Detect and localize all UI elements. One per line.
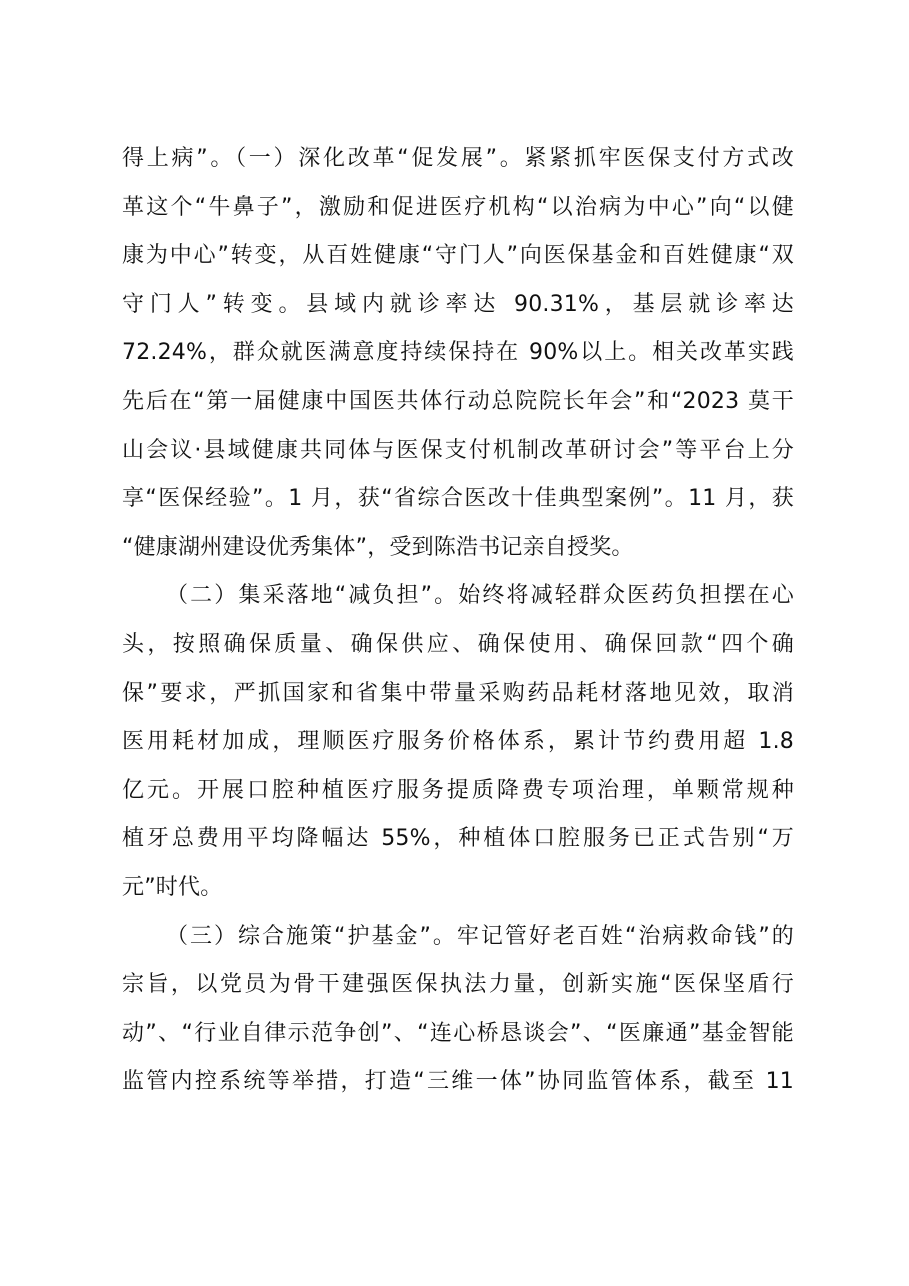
text-line: 宗旨，以党员为骨干建强医保执法力量，创新实施“医保坚盾行 [122, 972, 794, 998]
text-line: “健康湖州建设优秀集体”，受到陈浩书记亲自授奖。 [122, 534, 634, 560]
paragraph-start-line: （二）集采落地“减负担”。始终将减轻群众医药负担摆在心 [166, 583, 794, 609]
text-line: 动”、“行业自律示范争创”、“连心桥恳谈会”、“医廉通”基金智能 [122, 1020, 794, 1046]
text-line: 康为中心”转变，从百姓健康“守门人”向医保基金和百姓健康“双 [122, 243, 794, 269]
text-line: 保”要求，严抓国家和省集中带量采购药品耗材落地见效，取消 [122, 680, 794, 706]
text-line: 先后在“第一届健康中国医共体行动总院院长年会”和“2023 莫干 [122, 388, 794, 414]
text-line: 头，按照确保质量、确保供应、确保使用、确保回款“四个确 [122, 631, 794, 657]
text-line: 亿元。开展口腔种植医疗服务提质降费专项治理，单颗常规种 [122, 777, 794, 803]
text-line: 医用耗材加成，理顺医疗服务价格体系，累计节约费用超 1.8 [122, 729, 794, 755]
paragraph-start-line: （三）综合施策“护基金”。牢记管好老百姓“治病救命钱”的 [166, 923, 794, 949]
text-line: 72.24%，群众就医满意度持续保持在 90%以上。相关改革实践 [122, 340, 794, 366]
text-line: 守门人”转变。县域内就诊率达 90.31%，基层就诊率达 [122, 291, 794, 317]
text-line: 革这个“牛鼻子”，激励和促进医疗机构“以治病为中心”向“以健 [122, 194, 794, 220]
text-line: 享“医保经验”。1 月，获“省综合医改十佳典型案例”。11 月，获 [122, 486, 794, 512]
body-text [122, 135, 794, 1107]
text-line: 植牙总费用平均降幅达 55%，种植体口腔服务已正式告别“万 [122, 826, 794, 852]
text-line: 得上病”。（一）深化改革“促发展”。紧紧抓牢医保支付方式改 [122, 146, 794, 171]
text-line: 山会议·县域健康共同体与医保支付机制改革研讨会”等平台上分 [122, 437, 794, 463]
text-line: 监管内控系统等举措，打造“三维一体”协同监管体系，截至 11 [122, 1069, 794, 1095]
text-line: 元”时代。 [122, 874, 223, 900]
